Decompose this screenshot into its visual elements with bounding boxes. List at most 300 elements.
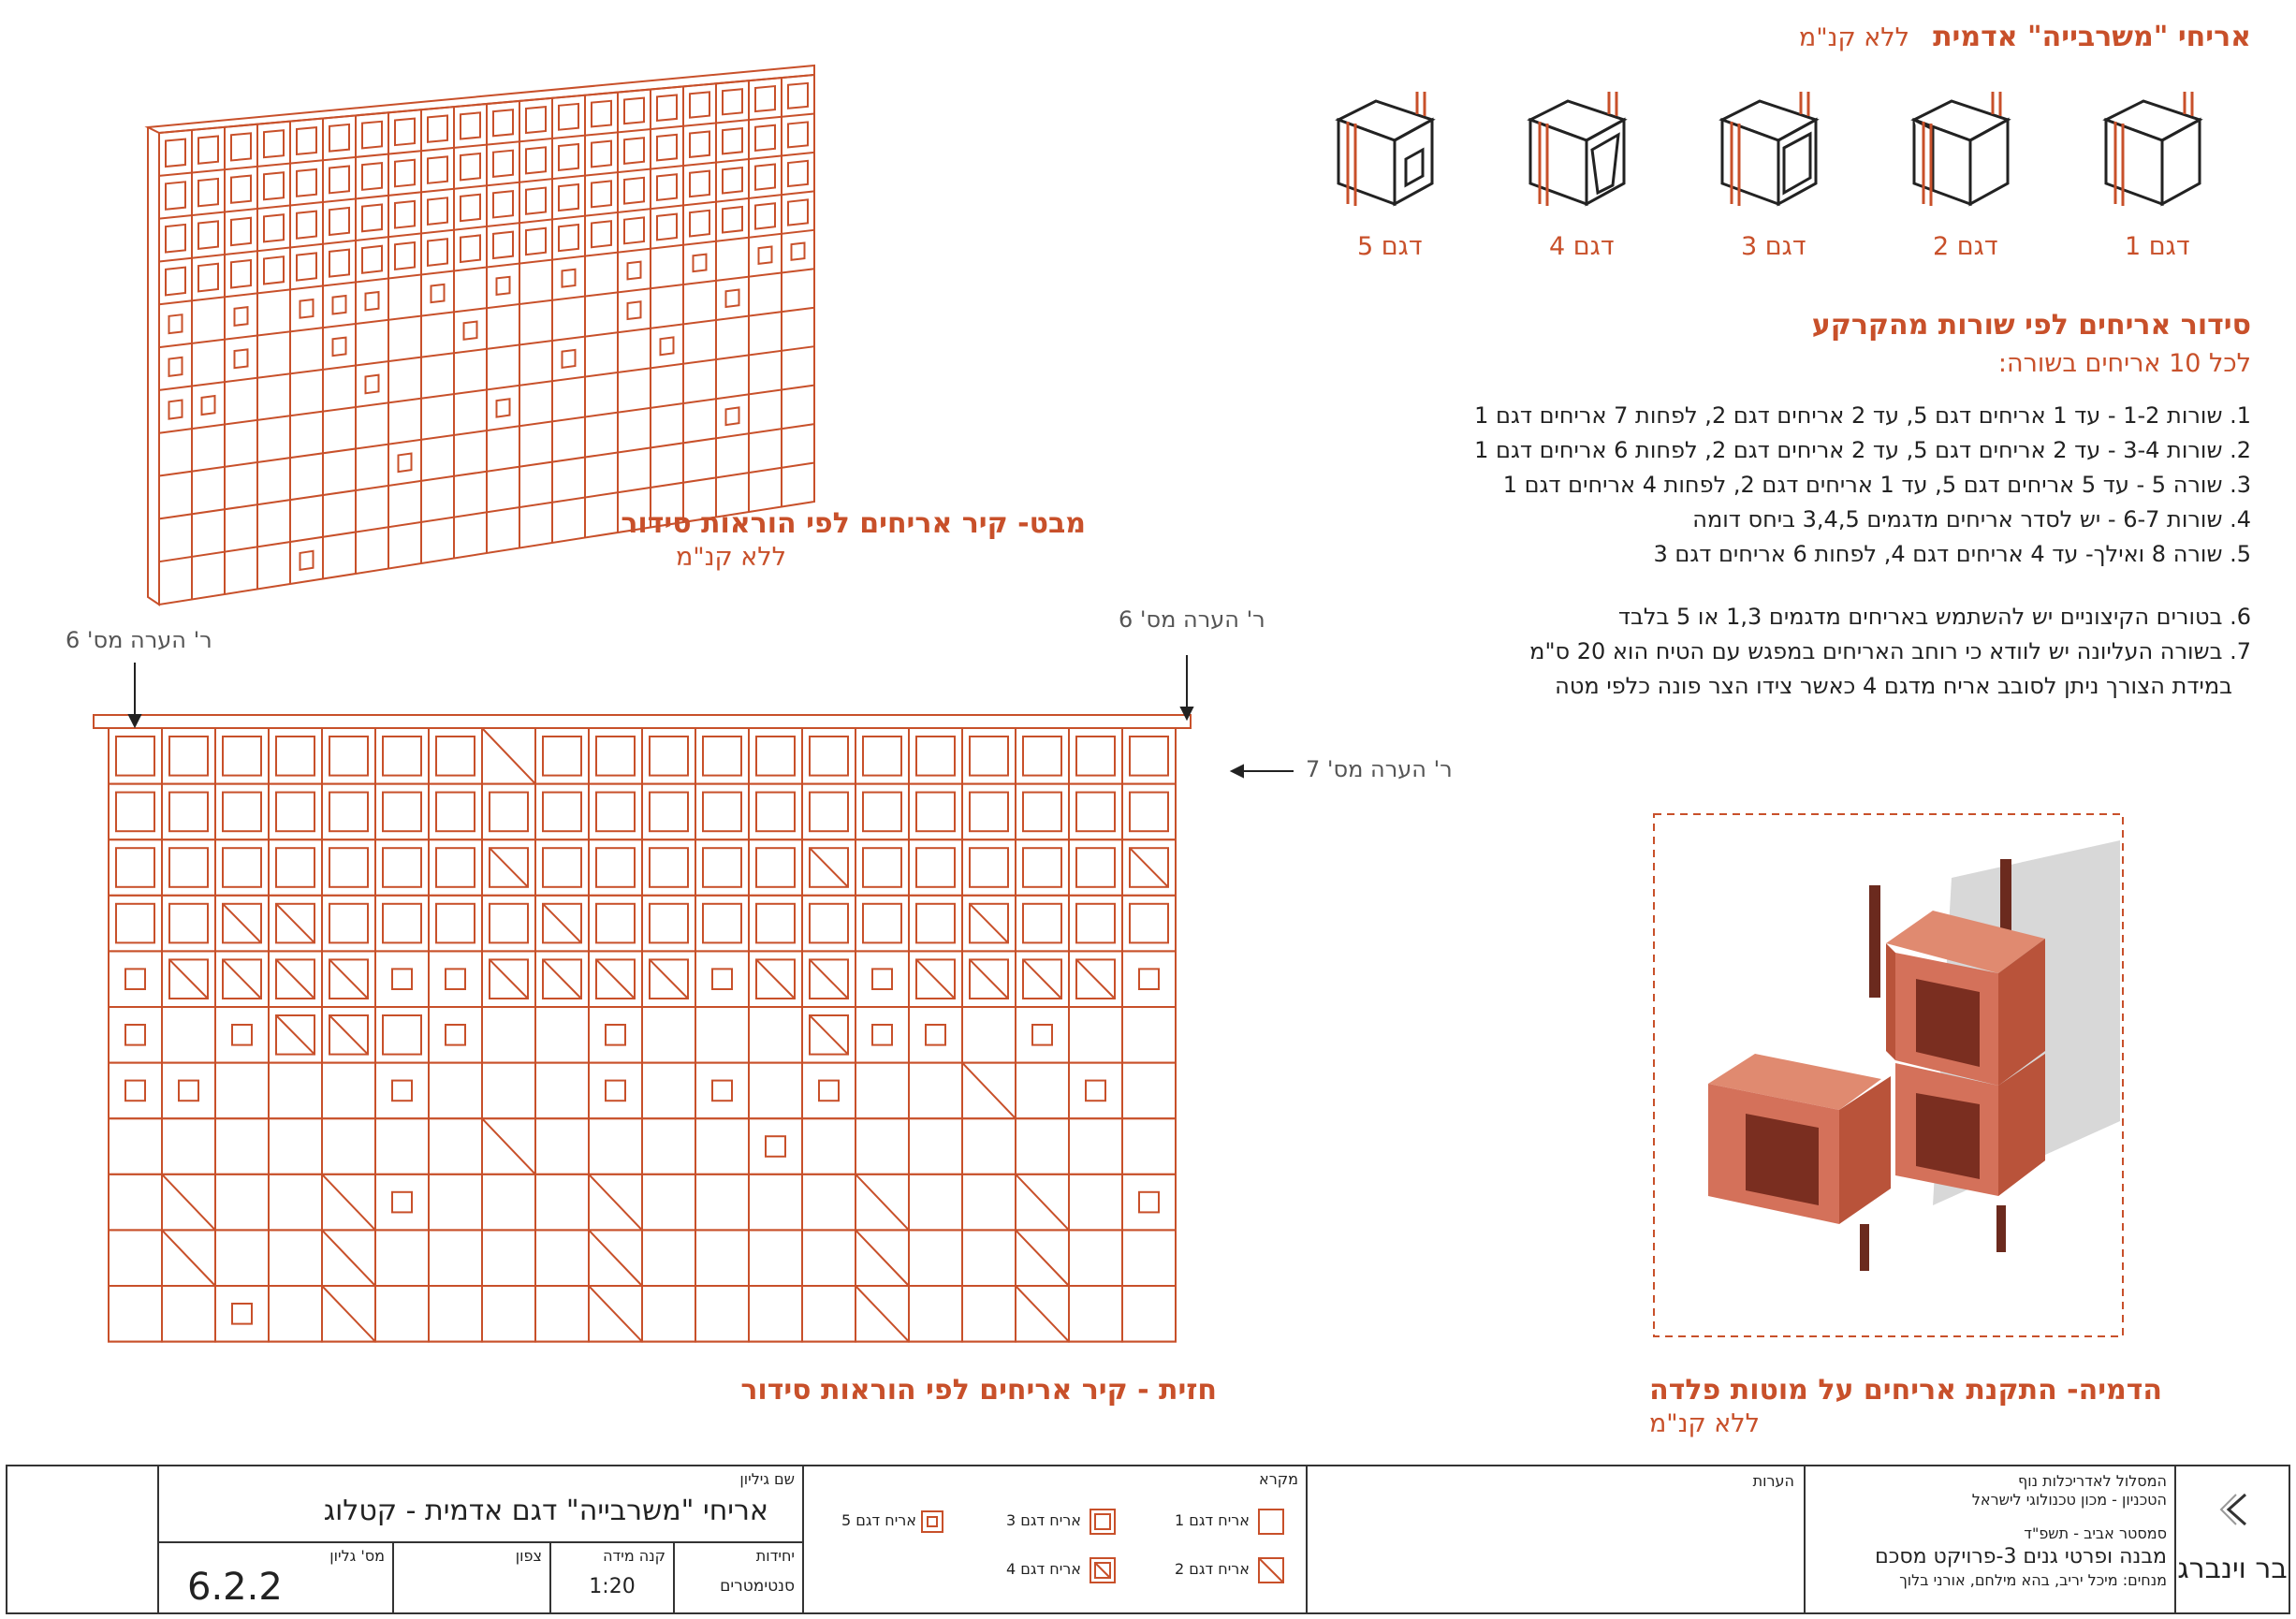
tile-opening bbox=[703, 904, 741, 943]
perspective-tile-opening bbox=[657, 95, 677, 120]
tile-opening bbox=[863, 793, 901, 832]
tile-diagonal bbox=[322, 1174, 375, 1231]
elevation-tile bbox=[322, 1118, 375, 1174]
elevation-tile bbox=[962, 1230, 1016, 1286]
elevation-tile bbox=[109, 1118, 162, 1174]
perspective-tile-opening bbox=[297, 211, 316, 239]
rule-2: 2. שורות 3-4 - עד 2 אריחים דגם 5, עד 2 אריחים דגם 2, לפחות 6 אריחים דגם 1 bbox=[1474, 437, 2251, 463]
elevation-tile bbox=[375, 1174, 429, 1231]
tile-small-opening bbox=[712, 969, 732, 989]
perspective-tile-opening bbox=[788, 122, 808, 147]
elevation-tile bbox=[1122, 1063, 1176, 1119]
tile-small-opening bbox=[232, 1304, 252, 1324]
elevation-tile bbox=[856, 1118, 909, 1174]
tile-diagonal bbox=[589, 1286, 642, 1342]
perspective-tile-opening bbox=[624, 138, 644, 164]
perspective-tile-opening bbox=[526, 228, 546, 255]
elevation-tile bbox=[482, 1230, 535, 1286]
sheet-no-label: מס' גליון bbox=[329, 1547, 385, 1565]
tile-diagonal bbox=[1023, 959, 1061, 999]
tile-opening bbox=[223, 848, 261, 887]
perspective-tile-opening bbox=[661, 337, 674, 355]
elevation-tile bbox=[109, 951, 162, 1007]
tile-opening bbox=[703, 793, 741, 832]
elevation-tile bbox=[962, 1007, 1016, 1063]
elevation-tile bbox=[1069, 1007, 1122, 1063]
scale-cell bbox=[549, 1541, 675, 1614]
elevation-caption bbox=[655, 1374, 1217, 1407]
tile-opening bbox=[596, 737, 635, 776]
perspective-tile-opening bbox=[297, 127, 316, 154]
tile-diagonal bbox=[329, 959, 368, 999]
perspective-tile-opening bbox=[461, 235, 480, 262]
tile-small-opening bbox=[766, 1136, 785, 1157]
tile-opening bbox=[329, 904, 368, 943]
elevation-tile bbox=[162, 1007, 215, 1063]
model-2-tile-icon bbox=[1895, 82, 2026, 223]
perspective-tile-opening bbox=[399, 453, 412, 472]
tile-opening bbox=[1023, 737, 1061, 776]
notes-label: הערות bbox=[1752, 1472, 1794, 1490]
tile-opening bbox=[1130, 737, 1168, 776]
tile-diagonal bbox=[856, 1230, 909, 1286]
perspective-tile-opening bbox=[755, 86, 775, 111]
perspective-tile-opening bbox=[657, 174, 677, 200]
elevation-tile bbox=[482, 1063, 535, 1119]
logo-mark-icon bbox=[2217, 1491, 2255, 1528]
perspective-tile-opening bbox=[461, 112, 480, 139]
tile-opening bbox=[863, 904, 901, 943]
tile-opening bbox=[916, 737, 955, 776]
tile-opening bbox=[1076, 904, 1115, 943]
perspective-caption bbox=[562, 507, 1086, 540]
title-block bbox=[6, 1465, 2290, 1614]
perspective-tile-opening bbox=[563, 350, 576, 368]
elevation-tile bbox=[1016, 1063, 1069, 1119]
tile-opening bbox=[1023, 904, 1061, 943]
tile-small-opening bbox=[446, 1025, 465, 1045]
elevation-tile bbox=[802, 1118, 856, 1174]
perspective-tile-opening bbox=[428, 156, 447, 182]
tile-small-opening bbox=[1032, 1025, 1052, 1045]
perspective-tile-opening bbox=[628, 262, 641, 280]
elevation-tile bbox=[109, 1063, 162, 1119]
elevation-tile bbox=[535, 1286, 589, 1342]
elevation-tile bbox=[429, 1230, 482, 1286]
perspective-tile-opening bbox=[464, 322, 477, 340]
tile-diagonal bbox=[223, 959, 261, 999]
elevation-tile bbox=[749, 1118, 802, 1174]
elevation-tile bbox=[375, 1118, 429, 1174]
tile-diagonal bbox=[543, 904, 581, 943]
tile-opening bbox=[329, 848, 368, 887]
tile-opening bbox=[1076, 737, 1115, 776]
perspective-tile-opening bbox=[788, 83, 808, 109]
perspective-tile-opening bbox=[657, 214, 677, 241]
elevation-tile bbox=[695, 1118, 749, 1174]
tile-small-opening bbox=[125, 1081, 145, 1101]
perspective-tile-opening bbox=[264, 172, 284, 199]
perspective-tile-opening bbox=[231, 218, 251, 245]
perspective-tile-opening bbox=[690, 211, 709, 237]
elevation-tile bbox=[322, 1063, 375, 1119]
tile-diagonal bbox=[490, 959, 528, 999]
legend-model-1-swatch bbox=[1257, 1508, 1285, 1536]
model-1-tile-icon bbox=[2087, 82, 2218, 223]
elevation-tile bbox=[429, 1063, 482, 1119]
tile-diagonal bbox=[543, 959, 581, 999]
tile-opening bbox=[810, 904, 848, 943]
tile-opening bbox=[436, 793, 475, 832]
perspective-tile-opening bbox=[198, 137, 218, 164]
elevation-tile bbox=[1122, 951, 1176, 1007]
tile-opening bbox=[810, 793, 848, 832]
tile-opening bbox=[116, 737, 154, 776]
elevation-tile bbox=[856, 951, 909, 1007]
elevation-tile bbox=[1069, 1063, 1122, 1119]
tile-opening bbox=[1130, 904, 1168, 943]
tile-opening bbox=[970, 848, 1008, 887]
tile-opening bbox=[1023, 848, 1061, 887]
perspective-tile-opening bbox=[723, 89, 742, 114]
elevation-tile bbox=[535, 1007, 589, 1063]
perspective-tile-opening bbox=[559, 184, 578, 211]
north-label: צפון bbox=[515, 1547, 542, 1565]
tile-diagonal bbox=[810, 959, 848, 999]
tile-opening bbox=[329, 737, 368, 776]
perspective-tile-opening bbox=[329, 166, 349, 193]
tile-diagonal bbox=[1016, 1286, 1069, 1342]
perspective-tile-opening bbox=[526, 188, 546, 214]
elevation-tile bbox=[856, 1063, 909, 1119]
tile-opening bbox=[703, 737, 741, 776]
elevation-tile bbox=[482, 1007, 535, 1063]
legend-model-3-label: אריח דגם 3 bbox=[1005, 1511, 1081, 1529]
perspective-tile-opening bbox=[300, 551, 314, 570]
perspective-tile-opening bbox=[723, 207, 742, 233]
tile-small-opening bbox=[125, 969, 145, 989]
tile-opening bbox=[650, 904, 688, 943]
elevation-tile bbox=[1069, 1118, 1122, 1174]
tile-opening bbox=[383, 848, 421, 887]
legend-cell bbox=[802, 1465, 1308, 1614]
tile-opening bbox=[169, 904, 208, 943]
perspective-tile-opening bbox=[264, 214, 284, 241]
elevation-tile bbox=[749, 1230, 802, 1286]
program-line2: הטכניון - מכון טכנולוגי לישראל bbox=[1971, 1491, 2167, 1509]
elevation-tile bbox=[642, 1118, 695, 1174]
elevation-tile bbox=[162, 1286, 215, 1342]
perspective-tile-opening bbox=[329, 250, 349, 277]
elevation-tile bbox=[642, 1174, 695, 1231]
north-cell bbox=[392, 1541, 551, 1614]
legend-model-5-label: אריח דגם 5 bbox=[841, 1511, 916, 1529]
tile-opening bbox=[543, 848, 581, 887]
elevation-tile bbox=[695, 1063, 749, 1119]
perspective-tile-opening bbox=[628, 301, 641, 319]
perspective-tile-opening bbox=[395, 242, 415, 270]
units-label: יחידות bbox=[755, 1547, 795, 1565]
header bbox=[1409, 21, 2251, 53]
elevation-tile bbox=[215, 1286, 269, 1342]
elevation-tile bbox=[1122, 1286, 1176, 1342]
tile-opening bbox=[276, 737, 314, 776]
perspective-tile-opening bbox=[559, 104, 578, 130]
elevation-tile bbox=[589, 1063, 642, 1119]
tile-diagonal bbox=[276, 959, 314, 999]
elevation-tile bbox=[909, 1230, 962, 1286]
perspective-tile-opening bbox=[297, 253, 316, 280]
tile-diagonal bbox=[482, 1118, 535, 1174]
tile-small-opening bbox=[232, 1025, 252, 1045]
tile-small-opening bbox=[392, 1081, 412, 1101]
legend-model-4-label: אריח דגם 4 bbox=[1005, 1560, 1081, 1578]
elevation-tile bbox=[642, 1007, 695, 1063]
perspective-tile-opening bbox=[690, 171, 709, 197]
perspective-scale bbox=[562, 543, 786, 572]
perspective-tile-opening bbox=[166, 182, 185, 209]
elevation-tile bbox=[375, 951, 429, 1007]
elevation-tile bbox=[962, 1286, 1016, 1342]
perspective-tile-opening bbox=[624, 217, 644, 243]
perspective-tile-opening bbox=[461, 195, 480, 221]
tile-opening bbox=[1023, 793, 1061, 832]
tile-diagonal bbox=[856, 1174, 909, 1231]
scale-label: קנה מידה bbox=[603, 1547, 665, 1565]
tile-small-opening bbox=[606, 1025, 625, 1045]
tile-diagonal bbox=[276, 904, 314, 943]
units-cell bbox=[673, 1541, 804, 1614]
tile-opening bbox=[863, 848, 901, 887]
note7-callout: ר' הערה מס' 7 bbox=[1306, 756, 1453, 782]
tile-opening bbox=[756, 793, 795, 832]
elevation-tile bbox=[1069, 1174, 1122, 1231]
elevation-tile bbox=[1016, 1007, 1069, 1063]
perspective-tile-opening bbox=[235, 307, 248, 326]
elevation-tile bbox=[589, 1118, 642, 1174]
note6-right-callout: ר' הערה מס' 6 bbox=[1119, 606, 1265, 633]
render-scale-note: ללא קנ"מ bbox=[1648, 1409, 1760, 1438]
elevation-tile bbox=[375, 1286, 429, 1342]
header-scale-note: ללא קנ"מ bbox=[1798, 23, 1909, 52]
rule-4: 4. שורות 6-7 - יש לסדר אריחים מדגמים 3,4,5 ביחס דומה bbox=[1692, 506, 2251, 532]
elevation-tile bbox=[1122, 1174, 1176, 1231]
perspective-tile-opening bbox=[788, 161, 808, 186]
tile-opening bbox=[756, 848, 795, 887]
tile-opening bbox=[650, 793, 688, 832]
tile-opening bbox=[970, 737, 1008, 776]
perspective-tile-opening bbox=[166, 139, 185, 167]
tile-opening bbox=[116, 904, 154, 943]
tile-diagonal bbox=[962, 1063, 1016, 1119]
elevation-tile bbox=[962, 1174, 1016, 1231]
perspective-tile-opening bbox=[169, 357, 183, 376]
sheet-name: אריחי "משרבייה" דגם אדמית - קטלוג bbox=[323, 1495, 768, 1527]
tile-small-opening bbox=[712, 1081, 732, 1101]
sheet-name-label: שם גיליון bbox=[739, 1470, 795, 1488]
elevation-tile bbox=[695, 1007, 749, 1063]
arrangement-section bbox=[1315, 309, 2251, 704]
legend-model-2-swatch bbox=[1257, 1556, 1285, 1584]
tile-opening bbox=[1076, 793, 1115, 832]
perspective-tile-opening bbox=[526, 147, 546, 173]
perspective-tile-opening bbox=[690, 132, 709, 157]
elevation-tile bbox=[215, 1007, 269, 1063]
perspective-tile-opening bbox=[657, 135, 677, 161]
model-4-tile-icon bbox=[1512, 82, 1643, 223]
perspective-tile-opening bbox=[362, 122, 382, 149]
tile-opening bbox=[916, 904, 955, 943]
tile-diagonal bbox=[1130, 848, 1168, 887]
elevation-tile bbox=[215, 1063, 269, 1119]
model-label-5: דגם 5 bbox=[1357, 232, 1423, 261]
perspective-tile-opening bbox=[694, 255, 707, 272]
elevation-tile bbox=[482, 1286, 535, 1342]
perspective-tile-opening bbox=[592, 141, 611, 168]
tile-diagonal bbox=[162, 1174, 215, 1231]
perspective-tile-opening bbox=[461, 153, 480, 180]
tile-diagonal bbox=[490, 848, 528, 887]
perspective-tile-opening bbox=[395, 201, 415, 228]
tile-opening bbox=[383, 737, 421, 776]
perspective-tile-opening bbox=[169, 401, 183, 419]
tile-opening bbox=[169, 848, 208, 887]
tile-diagonal bbox=[856, 1286, 909, 1342]
elevation-tile bbox=[1122, 1007, 1176, 1063]
tile-opening bbox=[650, 737, 688, 776]
tile-diagonal bbox=[482, 728, 535, 784]
elevation-tile bbox=[162, 1118, 215, 1174]
perspective-tile-opening bbox=[395, 119, 415, 145]
tile-small-opening bbox=[606, 1081, 625, 1101]
legend-model-1-label: אריח דגם 1 bbox=[1174, 1511, 1250, 1529]
rule-5: 5. שורה 8 ואילך- עד 4 אריחים דגם 4, לפחות 6 אריחים דגם 3 bbox=[1653, 541, 2251, 567]
semester: סמסטר אביב - תשפ"ד bbox=[2024, 1524, 2167, 1542]
render-illustration bbox=[1652, 812, 2125, 1338]
tile-small-opening bbox=[926, 1025, 945, 1045]
perspective-tile-opening bbox=[493, 151, 513, 177]
sheet-no: 6.2.2 bbox=[187, 1566, 283, 1609]
elevation-tile bbox=[642, 1230, 695, 1286]
perspective-tile-opening bbox=[624, 98, 644, 124]
tile-opening bbox=[1130, 793, 1168, 832]
program-cell bbox=[1804, 1465, 2176, 1614]
perspective-tile-opening bbox=[362, 246, 382, 273]
tile-small-opening bbox=[392, 1192, 412, 1213]
elevation-tile bbox=[642, 1286, 695, 1342]
elevation-tile bbox=[429, 1007, 482, 1063]
logo-cell bbox=[2174, 1465, 2290, 1614]
tile-opening bbox=[596, 793, 635, 832]
perspective-tile-opening bbox=[333, 338, 346, 357]
tile-diagonal bbox=[162, 1230, 215, 1286]
perspective-tile-opening bbox=[592, 101, 611, 127]
perspective-tile-opening bbox=[755, 125, 775, 151]
elevation-wall-drawing bbox=[56, 646, 1348, 1357]
tile-opening bbox=[490, 793, 528, 832]
elevation-tile bbox=[909, 1174, 962, 1231]
tile-diagonal bbox=[970, 904, 1008, 943]
tile-small-opening bbox=[125, 1025, 145, 1045]
render-title: הדמיה- התקנת אריחים על מוטות פלדה bbox=[1649, 1374, 2162, 1407]
perspective-tile-opening bbox=[755, 164, 775, 189]
elevation-tile bbox=[749, 1174, 802, 1231]
tile-opening bbox=[970, 793, 1008, 832]
perspective-tile-opening bbox=[497, 399, 510, 416]
rule-1: 1. שורות 1-2 - עד 1 אריחים דגם 5, עד 2 אריחים דגם 2, לפחות 7 אריחים דגם 1 bbox=[1474, 402, 2251, 429]
tile-opening bbox=[383, 793, 421, 832]
elevation-tile bbox=[695, 951, 749, 1007]
elevation-tile bbox=[269, 1118, 322, 1174]
perspective-tile-opening bbox=[592, 221, 611, 247]
elevation-tile bbox=[215, 1174, 269, 1231]
perspective-tile-opening bbox=[726, 407, 739, 425]
elevation-tile bbox=[909, 1286, 962, 1342]
elevation-tile bbox=[535, 1230, 589, 1286]
tile-opening bbox=[116, 793, 154, 832]
elevation-tile bbox=[375, 1063, 429, 1119]
units-value: סנטימטרים bbox=[720, 1577, 795, 1596]
legend-model-2-label: אריח דגם 2 bbox=[1174, 1560, 1250, 1578]
note-7-continued: במידת הצורך ניתן לסובב אריח מדגם 4 כאשר צידו הצר פונה כלפי מטה bbox=[1555, 673, 2232, 699]
tile-opening bbox=[543, 737, 581, 776]
perspective-tile-opening bbox=[329, 208, 349, 235]
elevation-tile bbox=[642, 1063, 695, 1119]
perspective-tile-opening bbox=[198, 221, 218, 248]
tile-opening bbox=[116, 848, 154, 887]
elevation-tile bbox=[429, 951, 482, 1007]
elevation-tile bbox=[109, 1174, 162, 1231]
logo-text: בר וינברג bbox=[2177, 1553, 2288, 1585]
elevation-tile bbox=[215, 1230, 269, 1286]
render-caption bbox=[1591, 1374, 2162, 1407]
arrangement-title: סידור אריחים לפי שורות מהקרקע bbox=[1811, 309, 2251, 342]
elevation-title: חזית - קיר אריחים לפי הוראות סידור bbox=[740, 1374, 1217, 1407]
perspective-title: מבט- קיר אריחים לפי הוראות סידור bbox=[621, 507, 1086, 540]
elevation-tile bbox=[535, 1174, 589, 1231]
legend-model-4-swatch bbox=[1089, 1556, 1117, 1584]
tile-small-opening bbox=[872, 1025, 892, 1045]
tile-opening bbox=[916, 848, 955, 887]
elevation-tile bbox=[1069, 1230, 1122, 1286]
perspective-tile-opening bbox=[366, 292, 379, 310]
perspective-tile-opening bbox=[198, 179, 218, 206]
elevation-tile bbox=[429, 1174, 482, 1231]
perspective-tile-opening bbox=[428, 239, 447, 266]
perspective-tile-opening bbox=[366, 375, 379, 394]
tile-opening bbox=[329, 793, 368, 832]
tile-small-opening bbox=[1139, 1192, 1159, 1213]
tile-small-opening bbox=[446, 969, 465, 989]
tile-opening bbox=[596, 904, 635, 943]
elevation-tile bbox=[802, 1230, 856, 1286]
model-icons-row bbox=[1320, 82, 2237, 270]
tile-diagonal bbox=[1076, 959, 1115, 999]
elevation-tile bbox=[909, 1118, 962, 1174]
tile-diagonal bbox=[756, 959, 795, 999]
tile-small-opening bbox=[819, 1081, 839, 1101]
elevation-tile bbox=[695, 1286, 749, 1342]
tile-diagonal bbox=[169, 959, 208, 999]
tile-small-opening bbox=[872, 969, 892, 989]
arrangement-subtitle: לכל 10 אריחים בשורה: bbox=[1997, 349, 2251, 378]
elevation-tile bbox=[1069, 1286, 1122, 1342]
elevation-tile bbox=[749, 1286, 802, 1342]
tile-opening bbox=[543, 793, 581, 832]
tile-small-opening bbox=[179, 1081, 198, 1101]
tile-diagonal bbox=[589, 1174, 642, 1231]
perspective-tile-opening bbox=[726, 289, 739, 307]
